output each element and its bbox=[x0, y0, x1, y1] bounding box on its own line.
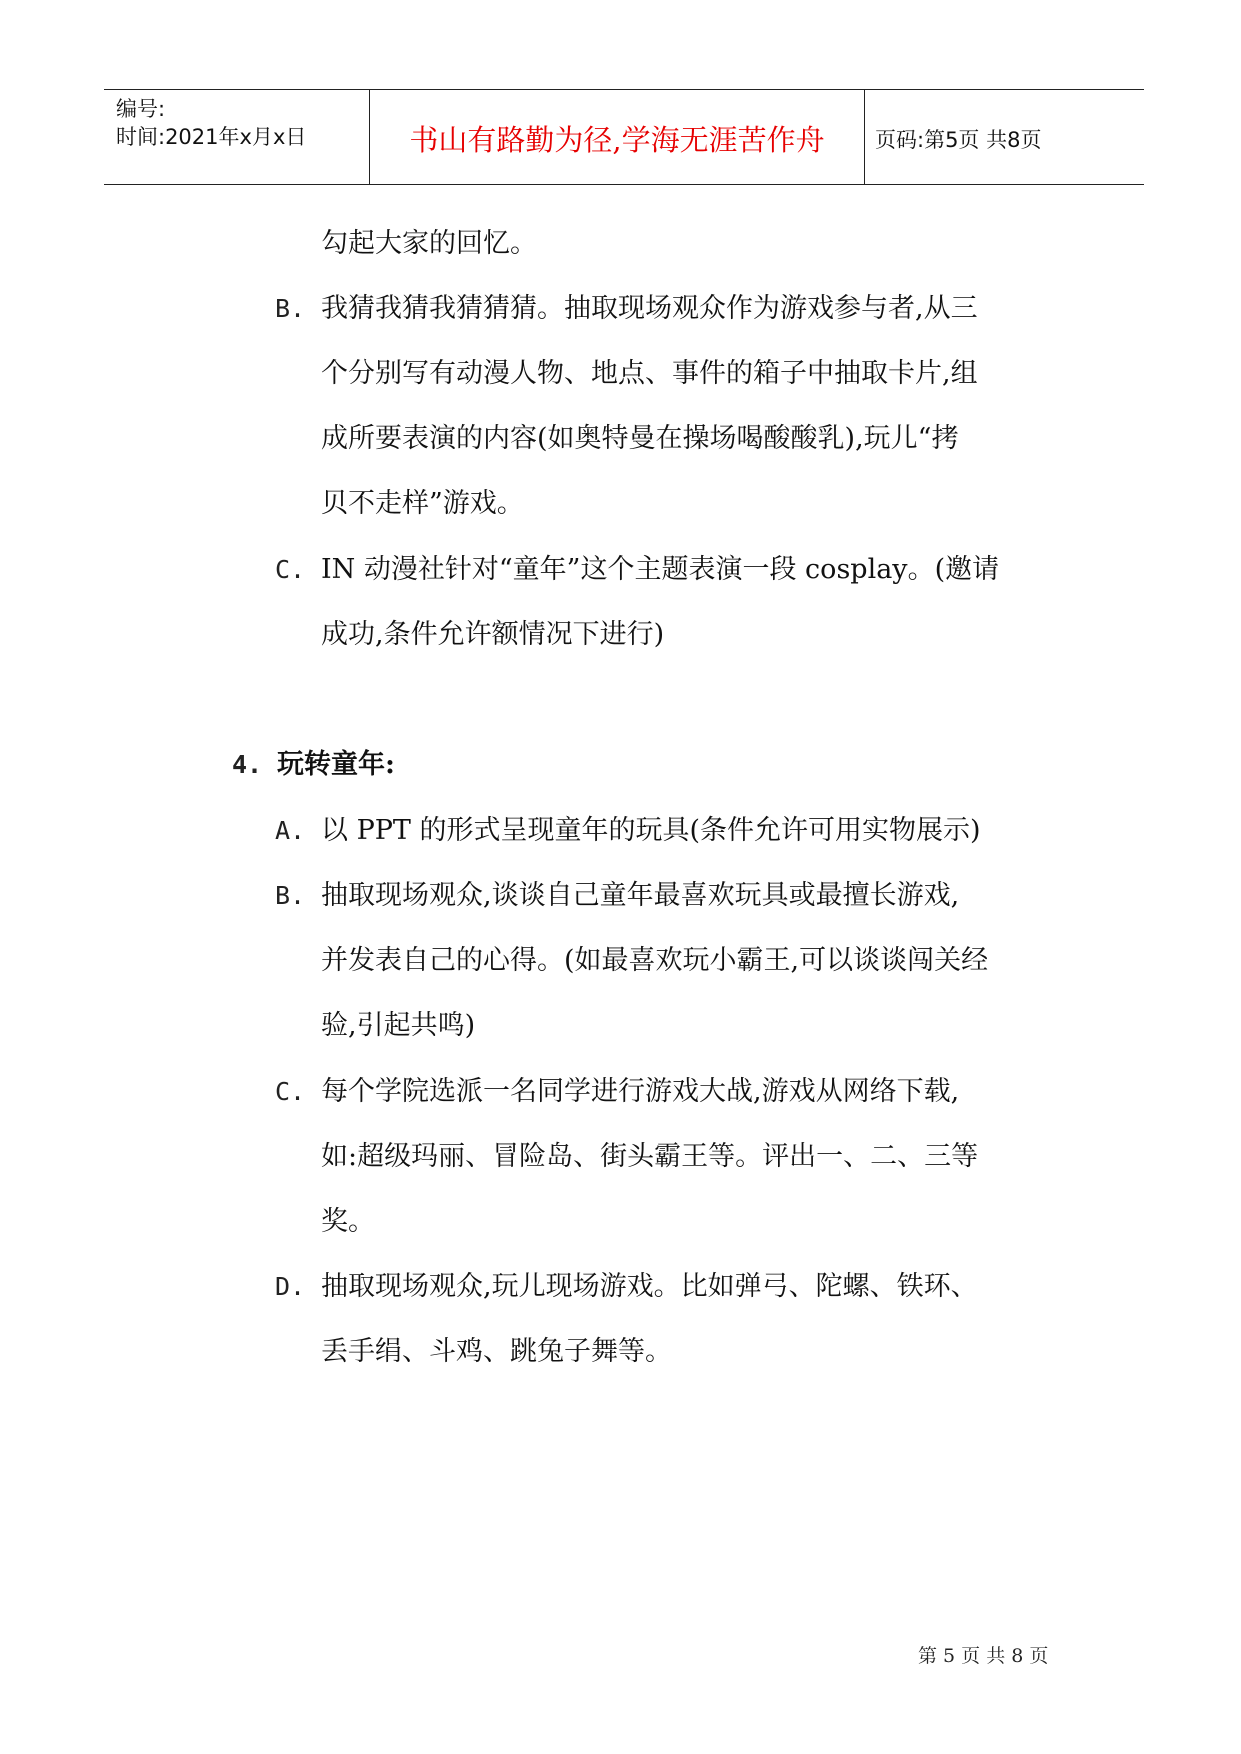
header-motto-cell bbox=[370, 90, 865, 184]
section-4-item-c-line-1: 每个学院选派一名同学进行游戏大战,游戏从网络下载, bbox=[321, 1076, 960, 1107]
section-4-title: 玩转童年: bbox=[277, 749, 395, 780]
list-item-b-line-1: 我猜我猜我猜猜猜。抽取现场观众作为游戏参与者,从三 bbox=[321, 293, 978, 324]
page-footer-number: 第 5 页 共 8 页 bbox=[918, 1645, 1049, 1667]
list-marker-b: B. bbox=[275, 881, 306, 910]
header-left-cell bbox=[104, 90, 370, 184]
list-item-b-line-3: 成所要表演的内容(如奥特曼在操场喝酸酸乳),玩儿“拷 bbox=[321, 423, 959, 454]
section-4-item-c-line-3: 奖。 bbox=[321, 1206, 375, 1237]
list-marker-c: C. bbox=[275, 555, 306, 584]
page-header bbox=[104, 89, 1144, 185]
header-page-label: 页码:第5页 共8页 bbox=[875, 128, 1042, 152]
list-marker-c: C. bbox=[275, 1077, 306, 1106]
list-item-c-line-2: 成功,条件允许额情况下进行) bbox=[321, 619, 665, 650]
section-4-item-b-line-3: 验,引起共鸣) bbox=[321, 1010, 476, 1041]
document-number-label: 编号: bbox=[116, 97, 166, 121]
section-4-number: 4. bbox=[232, 750, 263, 779]
section-4-item-d-line-2: 丢手绢、斗鸡、跳兔子舞等。 bbox=[321, 1336, 672, 1367]
paragraph-line: 勾起大家的回忆。 bbox=[321, 228, 537, 259]
list-marker-d: D. bbox=[275, 1272, 306, 1301]
section-4-item-c-line-2: 如:超级玛丽、冒险岛、街头霸王等。评出一、二、三等 bbox=[321, 1141, 979, 1172]
document-time-label: 时间:2021年x月x日 bbox=[116, 125, 307, 149]
section-4-item-b-line-1: 抽取现场观众,谈谈自己童年最喜欢玩具或最擅长游戏, bbox=[321, 880, 960, 911]
list-item-c-line-1: IN 动漫社针对“童年”这个主题表演一段 cosplay。(邀请 bbox=[321, 554, 1000, 585]
list-item-b-line-4: 贝不走样”游戏。 bbox=[321, 488, 524, 519]
header-right-cell bbox=[865, 90, 1144, 184]
section-4-item-a-line-1: 以 PPT 的形式呈现童年的玩具(条件允许可用实物展示) bbox=[321, 815, 981, 846]
section-4-item-d-line-1: 抽取现场观众,玩儿现场游戏。比如弹弓、陀螺、铁环、 bbox=[321, 1271, 978, 1302]
section-4-item-b-line-2: 并发表自己的心得。(如最喜欢玩小霸王,可以谈谈闯关经 bbox=[321, 945, 989, 976]
list-marker-a: A. bbox=[275, 816, 306, 845]
list-marker-b: B. bbox=[275, 294, 306, 323]
header-motto: 书山有路勤为径,学海无涯苦作舟 bbox=[409, 123, 825, 157]
list-item-b-line-2: 个分别写有动漫人物、地点、事件的箱子中抽取卡片,组 bbox=[321, 358, 978, 389]
